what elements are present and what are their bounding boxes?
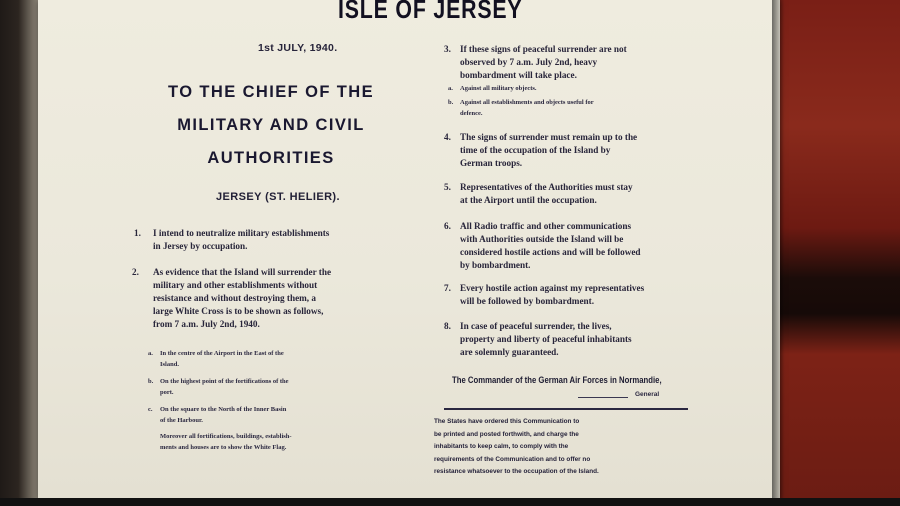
- sub-text: [160, 348, 284, 370]
- item-line: will be followed by bombardment.: [460, 296, 594, 306]
- item-line: property and liberty of peaceful inhabitants: [460, 334, 632, 344]
- headline-line: TO THE CHIEF OF THE: [168, 83, 374, 101]
- item-text: [460, 43, 627, 82]
- item-line: large White Cross is to be shown as follows,: [153, 306, 324, 316]
- sub-line: port.: [160, 389, 174, 396]
- item-line: at the Airport until the occupation.: [460, 195, 597, 205]
- item-line: time of the occupation of the Island by: [460, 145, 611, 155]
- item-line: from 7 a.m. July 2nd, 1940.: [153, 319, 260, 329]
- item-1: [134, 227, 434, 253]
- notice-line: requirements of the Communication and to offer no: [434, 455, 591, 463]
- sub-letter: c.: [148, 406, 153, 413]
- item-number: 6.: [444, 221, 451, 231]
- item-line: The signs of surrender must remain up to the: [460, 132, 638, 142]
- item-number: 4.: [444, 132, 451, 142]
- sub-line: In the centre of the Airport in the East of the: [160, 350, 284, 357]
- item-3: [444, 43, 684, 83]
- item-line: with Authorities outside the Island will be: [460, 234, 624, 244]
- item-line: by bombardment.: [460, 260, 531, 270]
- item-8: [444, 320, 684, 360]
- states-notice: [434, 416, 686, 479]
- item-line: In case of peaceful surrender, the lives,: [460, 321, 612, 331]
- item-line: Every hostile action against my representatives: [460, 283, 645, 293]
- sub-text: [460, 83, 537, 94]
- item-text: [460, 220, 641, 272]
- section-divider: [444, 408, 688, 410]
- headline: [126, 76, 416, 175]
- poster-header-title: ISLE OF JERSEY: [338, 0, 523, 24]
- signature-title: General: [635, 391, 660, 398]
- sub-letter: a.: [448, 85, 453, 92]
- sub-line: Island.: [160, 361, 179, 368]
- sub-letter: b.: [448, 99, 454, 106]
- background-right-wall: [772, 0, 900, 506]
- sub-line: Against all military objects.: [460, 85, 537, 92]
- note-line: ments and houses are to show the White Flag.: [160, 444, 287, 451]
- notice-line: The States have ordered this Communication to: [434, 418, 580, 425]
- headline-line: MILITARY AND CIVIL: [177, 116, 365, 134]
- proclamation-poster: [38, 0, 780, 500]
- item-text: [460, 131, 637, 170]
- signature-line: The Commander of the German Air Forces in Normandie,: [452, 375, 662, 385]
- item-number: 3.: [444, 44, 451, 54]
- item-number: 1.: [134, 228, 141, 238]
- item-2: [132, 266, 432, 332]
- item-text: [153, 227, 329, 253]
- item-line: I intend to neutralize military establishments: [153, 228, 330, 238]
- item-line: As evidence that the Island will surrender the: [153, 267, 332, 277]
- sub-line: Against all establishments and objects useful for: [460, 99, 594, 106]
- item-7: [444, 282, 684, 308]
- note-line: Moreover all fortifications, buildings, establish-: [160, 433, 292, 440]
- notice-line: inhabitants to keep calm, to comply with the: [434, 443, 569, 451]
- frame-shadow: [772, 0, 784, 506]
- sub-text: [160, 404, 286, 426]
- item-number: 7.: [444, 283, 451, 293]
- sub-line: defence.: [460, 110, 483, 117]
- item-line: Representatives of the Authorities must stay: [460, 182, 633, 192]
- item-line: German troops.: [460, 158, 523, 168]
- sub-text: [160, 376, 289, 398]
- item-text: [460, 320, 632, 359]
- item-line: All Radio traffic and other communications: [460, 221, 632, 231]
- sub-letter: b.: [148, 378, 154, 385]
- proclamation-date: 1st JULY, 1940.: [258, 42, 338, 54]
- item-line: observed by 7 a.m. July 2nd, heavy: [460, 57, 598, 67]
- item-text: [460, 282, 644, 308]
- sub-line: On the highest point of the fortifications of the: [160, 378, 289, 385]
- item-line: bombardment will take place.: [460, 70, 577, 80]
- item-line: If these signs of peaceful surrender are not: [460, 44, 627, 54]
- item-line: considered hostile actions and will be followed: [460, 247, 641, 257]
- signature-rule: [578, 397, 628, 398]
- item-line: resistance and without destroying them, a: [153, 293, 316, 303]
- item-line: military and other establishments without: [153, 280, 318, 290]
- item-text: [153, 266, 331, 331]
- notice-line: be printed and posted forthwith, and charge the: [434, 430, 579, 438]
- item-text: [460, 181, 633, 207]
- sub-line: of the Harbour.: [160, 417, 203, 424]
- subheading-location: JERSEY (ST. HELIER).: [216, 191, 340, 203]
- sub-letter: a.: [148, 350, 153, 357]
- sub-text: [460, 97, 594, 119]
- item-number: 8.: [444, 321, 451, 331]
- item-number: 5.: [444, 182, 451, 192]
- headline-line: AUTHORITIES: [207, 149, 335, 167]
- frame-bottom-edge: [0, 498, 900, 506]
- item-4: [444, 131, 684, 171]
- item-6: [444, 220, 684, 272]
- item-line: in Jersey by occupation.: [153, 241, 248, 251]
- item-number: 2.: [132, 267, 139, 277]
- item-line: are solemnly guaranteed.: [460, 347, 559, 357]
- item-2-note: [160, 431, 410, 453]
- item-5: [444, 181, 684, 207]
- notice-line: resistance whatsoever to the occupation of the Island.: [434, 468, 599, 476]
- sub-line: On the square to the North of the Inner Basin: [160, 406, 287, 413]
